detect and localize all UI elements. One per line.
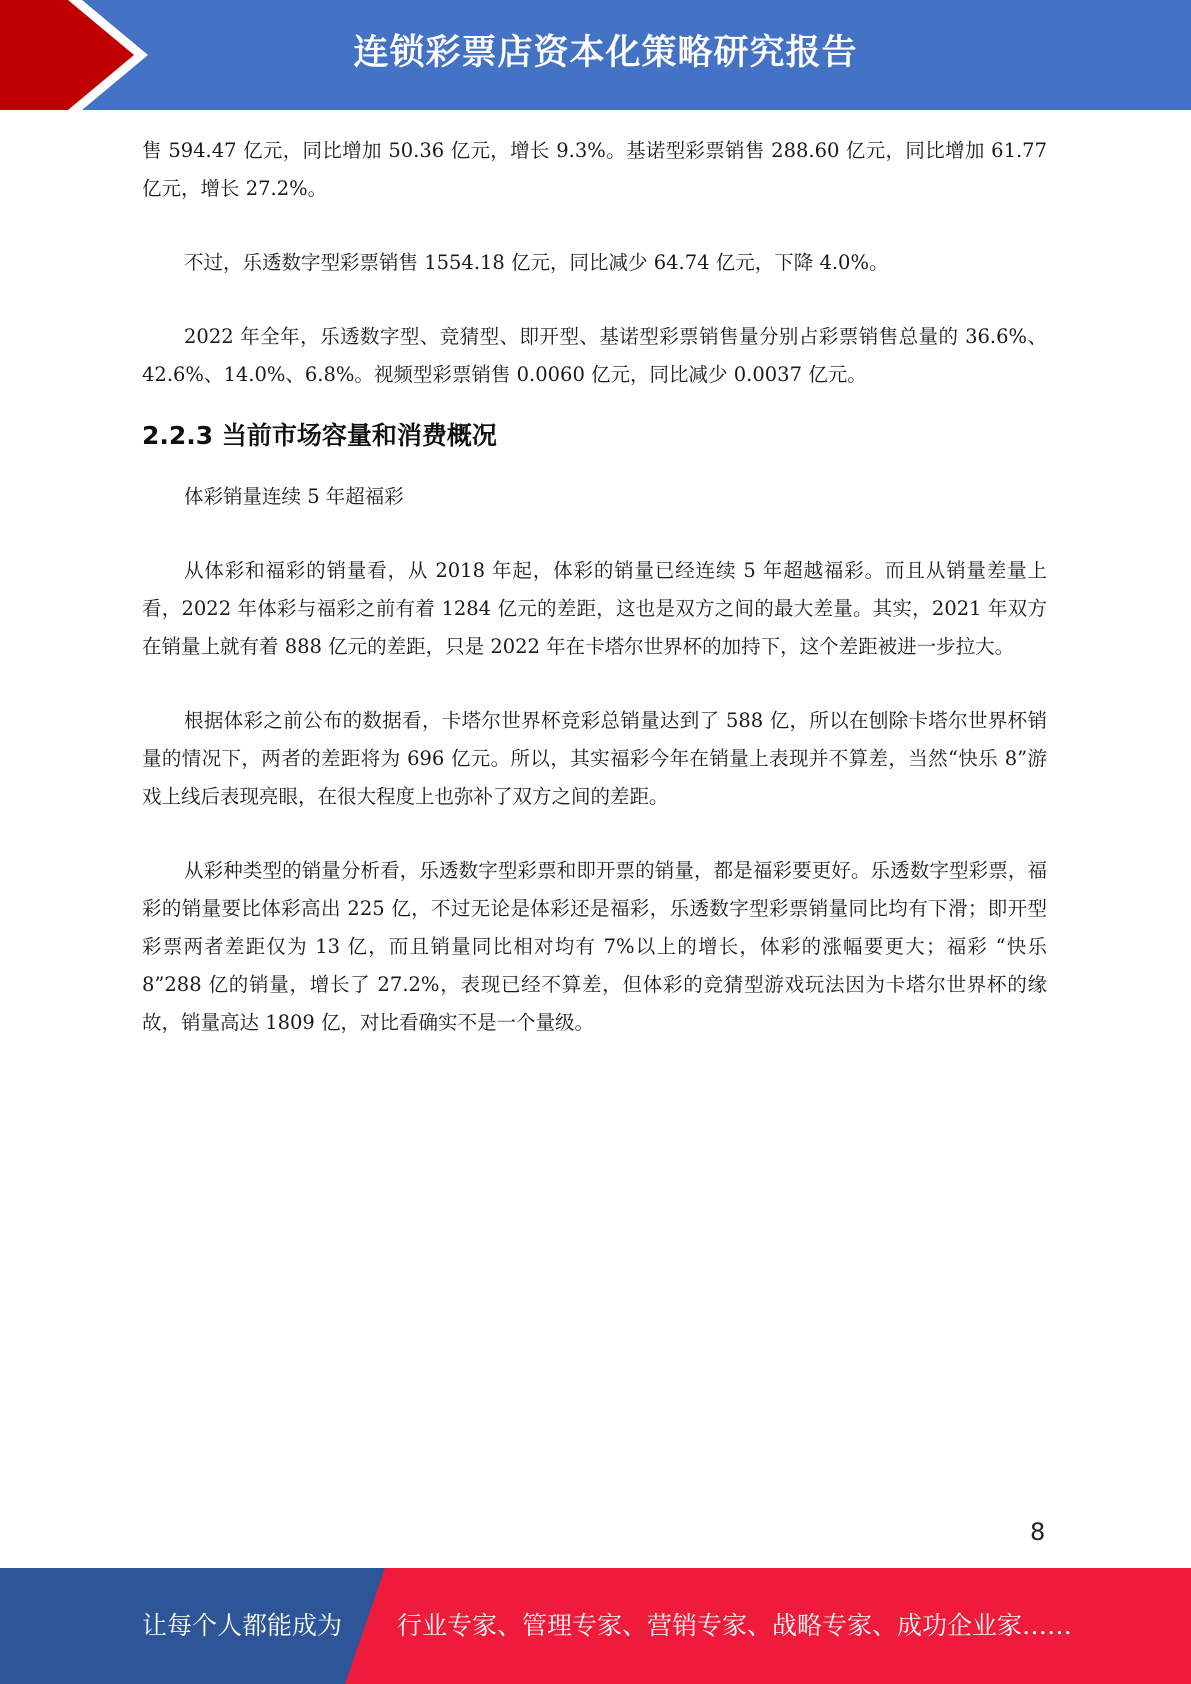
paragraph: 不过，乐透数字型彩票销售 1554.18 亿元，同比减少 64.74 亿元，下降 4.0%。 [184,251,889,274]
page-number: 8 [1030,1518,1046,1546]
document-body [142,132,1047,1042]
paragraph: 根据体彩之前公布的数据看，卡塔尔世界杯竞彩总销量达到了 588 亿，所以在刨除卡塔尔世界杯销量的情况下，两者的差距将为 696 亿元。所以，其实福彩今年在销量上表现并不算差，当然“快乐 8”游戏上线后表现亮眼，在很大程度上也弥补了双方之间的差距。 [142,709,1047,808]
paragraph: 从体彩和福彩的销量看，从 2018 年起，体彩的销量已经连续 5 年超越福彩。而且从销量差量上看，2022 年体彩与福彩之前有着 1284 亿元的差距，这也是双方之间的最大差量。其实，2021 年双方在销量上就有着 888 亿元的差距，只是 2022 年在卡塔尔世界杯的加持下，这个差距被进一步拉大。 [142,559,1047,658]
paragraph: 售 594.47 亿元，同比增加 50.36 亿元，增长 9.3%。基诺型彩票销售 288.60 亿元，同比增加 61.77 亿元，增长 27.2%。 [142,139,1047,200]
footer-banner [0,1568,1191,1684]
paragraph: 从彩种类型的销量分析看，乐透数字型彩票和即开票的销量，都是福彩要更好。乐透数字型彩票，福彩的销量要比体彩高出 225 亿，不过无论是体彩还是福彩，乐透数字型彩票销量同比均有下滑；即开型彩票两者差距仅为 13 亿，而且销量同比相对均有 7%以上的增长，体彩的涨幅要更大；福彩 “快乐 8”288 亿的销量，增长了 27.2%，表现已经不算差，但体彩的竞猜型游戏玩法因为卡塔尔世界杯的缘故，销量高达 1809 亿，对比看确实不是一个量级。 [142,859,1047,1034]
footer-slogan-left: 让每个人都能成为 [142,1611,343,1640]
paragraph: 体彩销量连续 5 年超福彩 [184,485,404,508]
section-heading: 2.2.3 当前市场容量和消费概况 [142,421,497,450]
header-banner [0,0,1191,110]
footer-slogan-right: 行业专家、管理专家、营销专家、战略专家、成功企业家…… [397,1611,1073,1640]
report-title: 连锁彩票店资本化策略研究报告 [353,33,858,73]
paragraph: 2022 年全年，乐透数字型、竞猜型、即开型、基诺型彩票销售量分别占彩票销售总量的 36.6%、42.6%、14.0%、6.8%。视频型彩票销售 0.0060 亿元，同比减少 0.0037 亿元。 [142,325,1047,386]
